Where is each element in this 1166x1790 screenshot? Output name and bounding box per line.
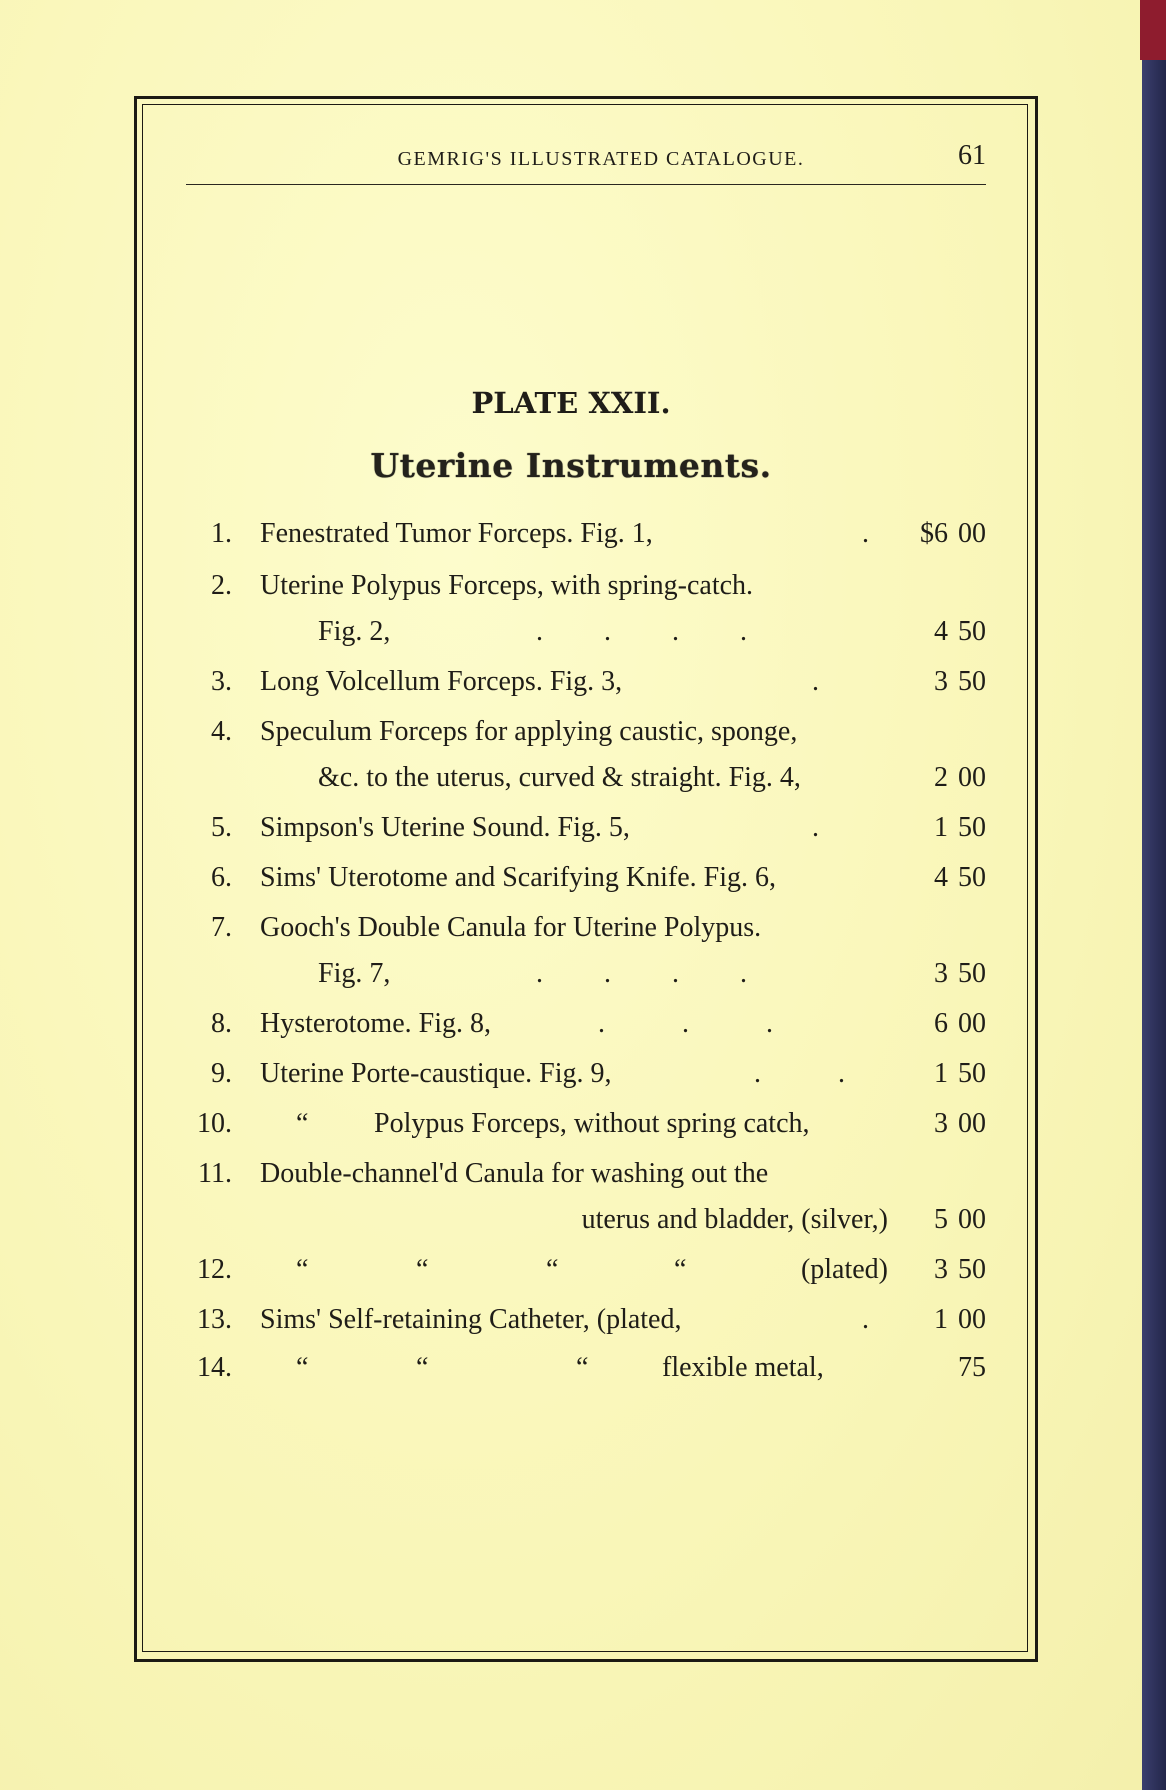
item-number: 13. [197, 1304, 232, 1335]
item-number: 14. [197, 1352, 232, 1383]
item-price [896, 1054, 986, 1094]
item-number: 3. [211, 666, 232, 697]
item-description: Sims' Uterotome and Scarifying Knife. Fig. 6, [260, 862, 776, 893]
running-title: GEMRIG'S ILLUSTRATED CATALOGUE. [397, 148, 805, 170]
item-number: 9. [211, 1058, 232, 1089]
price-dollars: 1 [934, 812, 948, 843]
item-description: Fenestrated Tumor Forceps. Fig. 1, [260, 518, 653, 549]
item-price [896, 808, 986, 848]
item-price [896, 1348, 986, 1388]
price-dollars: 1 [934, 1058, 948, 1089]
ditto-mark: “ [576, 1352, 589, 1383]
item-description: Gooch's Double Canula for Uterine Polypus. [260, 912, 762, 943]
item-description: (plated) [800, 1254, 888, 1285]
ditto-mark: “ [416, 1352, 429, 1383]
list-item [186, 908, 986, 948]
price-cents: 50 [958, 666, 986, 697]
bookmark-ribbon [1140, 0, 1166, 60]
page-number: 61 [958, 140, 986, 171]
price-cents: 50 [958, 862, 986, 893]
item-price [896, 514, 986, 554]
list-item [186, 808, 986, 848]
ditto-mark: “ [296, 1108, 309, 1139]
item-number: 12. [197, 1254, 232, 1285]
item-description: Polypus Forceps, without spring catch, [374, 1108, 810, 1139]
item-number: 6. [211, 862, 232, 893]
list-item [186, 712, 986, 752]
price-dollars: 3 [934, 958, 948, 989]
price-dollars: 4 [934, 862, 948, 893]
price-cents: 00 [958, 1008, 986, 1039]
list-item [186, 858, 986, 898]
item-number: 2. [211, 570, 232, 601]
price-cents: 50 [958, 616, 986, 647]
section-title: Uterine Instruments. [370, 446, 772, 485]
item-description-continued: Fig. 7, [318, 958, 391, 989]
list-item [186, 1004, 986, 1044]
item-price [896, 1004, 986, 1044]
list-item [186, 514, 986, 554]
price-dollars: 2 [934, 762, 948, 793]
list-item [186, 1300, 986, 1340]
list-item [186, 1348, 986, 1388]
list-item [186, 566, 986, 606]
item-description: flexible metal, [662, 1352, 824, 1383]
item-price [896, 1250, 986, 1290]
dot-leader: . [862, 1304, 869, 1335]
item-number: 7. [211, 912, 232, 943]
item-price [896, 1300, 986, 1340]
price-cents: 50 [958, 1058, 986, 1089]
dot-leader: . [862, 518, 869, 549]
price-dollars: 5 [934, 1204, 948, 1235]
item-number: 8. [211, 1008, 232, 1039]
item-price [896, 1200, 986, 1240]
item-number: 11. [198, 1158, 232, 1189]
dot-leader: . [812, 666, 819, 697]
item-price [896, 1104, 986, 1144]
ditto-mark: “ [546, 1254, 559, 1285]
price-dollars: $6 [920, 518, 948, 549]
dot-leader: . . . . [536, 616, 747, 647]
item-description: Simpson's Uterine Sound. Fig. 5, [260, 812, 630, 843]
price-dollars: 4 [934, 616, 948, 647]
price-cents: 00 [958, 1304, 986, 1335]
list-item-continuation [186, 954, 986, 994]
price-cents: 75 [958, 1352, 986, 1383]
dot-leader: . . [754, 1058, 845, 1089]
item-description-continued: &c. to the uterus, curved & straight. Fig. 4, [318, 762, 801, 793]
item-price [896, 612, 986, 652]
price-cents: 00 [958, 1108, 986, 1139]
item-description: Uterine Polypus Forceps, with spring-catch. [260, 570, 754, 601]
ditto-mark: “ [296, 1352, 309, 1383]
list-item-continuation [186, 612, 986, 652]
item-number: 10. [197, 1108, 232, 1139]
list-item [186, 662, 986, 702]
item-description: Double-channel'd Canula for washing out the [260, 1158, 769, 1189]
item-number: 5. [211, 812, 232, 843]
ditto-mark: “ [416, 1254, 429, 1285]
price-cents: 50 [958, 1254, 986, 1285]
list-item-continuation [186, 758, 986, 798]
price-dollars: 3 [934, 1254, 948, 1285]
plate-title: PLATE XXII. [471, 386, 671, 420]
list-item [186, 1054, 986, 1094]
ditto-mark: “ [296, 1254, 309, 1285]
item-price [896, 662, 986, 702]
price-cents: 00 [958, 762, 986, 793]
item-description: Sims' Self-retaining Catheter, (plated, [260, 1304, 682, 1335]
item-number: 4. [211, 716, 232, 747]
price-dollars: 1 [934, 1304, 948, 1335]
item-description-continued: uterus and bladder, (silver,) [581, 1204, 888, 1235]
list-item-continuation [186, 1200, 986, 1240]
binding-edge [1142, 0, 1166, 1790]
price-cents: 00 [958, 1204, 986, 1235]
item-description: Hysterotome. Fig. 8, [260, 1008, 491, 1039]
price-dollars: 6 [934, 1008, 948, 1039]
item-price [896, 954, 986, 994]
price-dollars: 3 [934, 1108, 948, 1139]
list-item [186, 1104, 986, 1144]
item-number: 1. [211, 518, 232, 549]
price-cents: 50 [958, 812, 986, 843]
item-description: Uterine Porte-caustique. Fig. 9, [260, 1058, 612, 1089]
ditto-mark: “ [674, 1254, 687, 1285]
item-description: Speculum Forceps for applying caustic, sponge, [260, 716, 798, 747]
item-description-continued: Fig. 2, [318, 616, 391, 647]
list-item [186, 1154, 986, 1194]
price-dollars: 3 [934, 666, 948, 697]
item-price [896, 858, 986, 898]
item-description: Long Volcellum Forceps. Fig. 3, [260, 666, 623, 697]
dot-leader: . [812, 812, 819, 843]
dot-leader: . . . . [536, 958, 747, 989]
list-item [186, 1250, 986, 1290]
dot-leader: . . . [598, 1008, 773, 1039]
price-cents: 50 [958, 958, 986, 989]
price-cents: 00 [958, 518, 986, 549]
item-price [896, 758, 986, 798]
running-header [186, 140, 986, 185]
